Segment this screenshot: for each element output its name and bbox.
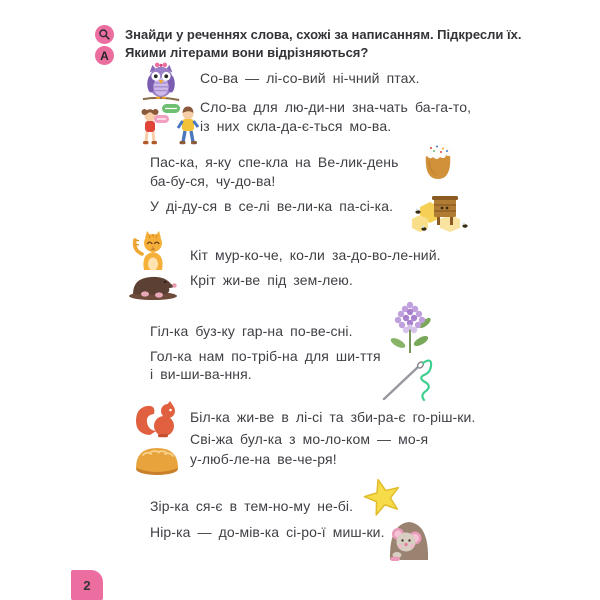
sentence-pasika: У ді-ду-ся в се-лі ве-ли-ка па-сі-ка. — [150, 198, 394, 214]
sentence-paska-2: ба-бу-ся, чу-до-ва! — [150, 173, 276, 189]
lilac-branch-icon — [381, 301, 439, 355]
sentence-slova-1: Сло-ва для лю-ди-ни зна-чать ба-га-то, — [200, 99, 472, 115]
sentence-holka-2: і ви-ши-ва-ння. — [150, 366, 252, 382]
task-instruction-line2: Якими літерами вони відрізняються? — [125, 44, 369, 60]
children-talking-icon — [138, 102, 206, 146]
task-instruction — [125, 26, 545, 61]
sentence-slova-2: із них скла-да-є-ться мо-ва. — [200, 118, 392, 134]
sentence-bulka-2: у-люб-ле-на ве-че-ря! — [190, 451, 337, 467]
needle-thread-icon — [382, 357, 436, 402]
squirrel-icon — [134, 400, 178, 438]
sentence-paska-1: Пас-ка, я-ку спе-кла на Ве-лик-день — [150, 154, 399, 170]
beehive-icon — [410, 185, 474, 234]
sentence-bilka: Біл-ка жи-ве в лі-сі та зби-ра-є го-ріш-ки. — [190, 409, 476, 425]
task-instruction-line1: Знайди у реченнях слова, схожі за написанням. Підкресли їх. — [125, 27, 522, 42]
bread-icon — [133, 442, 181, 476]
cat-icon — [132, 230, 174, 272]
sentence-kit: Кіт мур-ко-че, ко-ли за-до-во-ле-ний. — [190, 247, 441, 263]
sentence-zirka: Зір-ка ся-є в тем-но-му не-бі. — [150, 498, 354, 514]
sentence-holka-1: Гол-ка нам по-тріб-на для ши-ття — [150, 348, 381, 364]
mole-icon — [127, 272, 179, 300]
letter-a-glyph: А — [100, 48, 109, 63]
easter-cake-icon — [419, 141, 457, 182]
mouse-burrow-icon — [385, 512, 433, 561]
page-number: 2 — [71, 570, 103, 600]
sentence-hilka: Гіл-ка буз-ку гар-на по-ве-сні. — [150, 323, 353, 339]
magnifier-icon — [95, 25, 114, 44]
sentence-bulka-1: Сві-жа бул-ка з мо-ло-ком — мо-я — [190, 431, 429, 447]
letter-a-icon — [95, 46, 114, 65]
sentence-nirka: Нір-ка — до-мів-ка сі-ро-ї миш-ки. — [150, 524, 385, 540]
sentence-krit: Кріт жи-ве під зем-лею. — [190, 272, 353, 288]
owl-icon — [142, 60, 180, 104]
sentence-sova: Со-ва — лі-со-вий ні-чний птах. — [200, 70, 420, 86]
